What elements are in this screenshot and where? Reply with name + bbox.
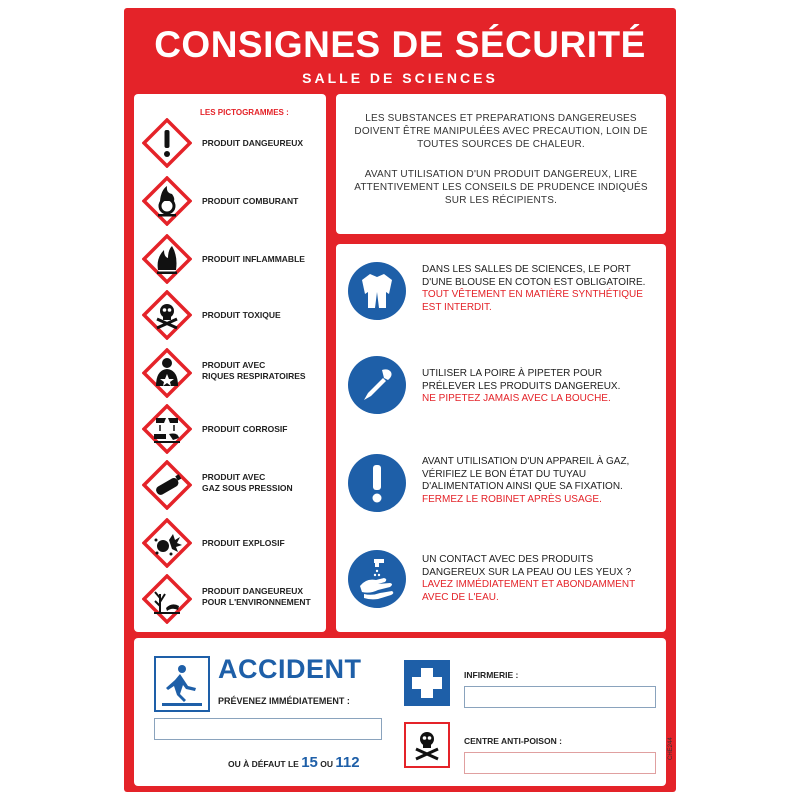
picto-label-respiratoire: PRODUIT AVEC RIQUES RESPIRATOIRES	[202, 360, 306, 381]
corrosion-icon	[142, 404, 192, 454]
rule-1-text	[422, 264, 658, 314]
picto-label-dangereux: PRODUIT DANGEUREUX	[202, 138, 304, 148]
safety-poster	[124, 8, 676, 792]
picto-label-toxique: PRODUIT TOXIQUE	[202, 310, 281, 320]
falling-person-icon	[154, 656, 210, 712]
lab-coat-icon	[348, 262, 406, 320]
info-paragraph-2: AVANT UTILISATION D'UN PRODUIT DANGEREUX, LIRE ATTENTIVEMENT LES CONSEILS DE PRUDENCE INDIQUÉS SUR LES RÉCIPIENTS.	[354, 169, 648, 206]
rule-3-text	[422, 456, 658, 506]
environment-icon	[142, 574, 192, 624]
accident-contact-field[interactable]	[154, 718, 382, 740]
gas-cylinder-icon	[142, 460, 192, 510]
emergency-prefix: OU À DÉFAUT LE	[228, 759, 299, 769]
accident-panel	[134, 638, 666, 786]
antipoison-label: CENTRE ANTI-POISON :	[464, 736, 562, 746]
antipoison-field[interactable]	[464, 752, 656, 774]
info-paragraph-1: LES SUBSTANCES ET PREPARATIONS DANGEREUSES DOIVENT ÊTRE MANIPULÉES AVEC PRECAUTION, LOIN DE TOUTES SOURCES DE CHALEUR.	[354, 113, 648, 150]
picto-label-inflammable: PRODUIT INFLAMMABLE	[202, 254, 305, 264]
exclamation-icon	[348, 454, 406, 512]
rule-2-warning: NE PIPETEZ JAMAIS AVEC LA BOUCHE.	[422, 393, 611, 404]
rule-4-instruction: UN CONTACT AVEC DES PRODUITS DANGEREUX SUR LA PEAU OU LES YEUX ?	[422, 554, 632, 578]
rule-3-instruction: AVANT UTILISATION D'UN APPAREIL À GAZ, VÉRIFIEZ LE BON ÉTAT DU TUYAU D'ALIMENTATION AINSI QUE SA FIXATION.	[422, 456, 630, 492]
info-panel	[336, 94, 666, 234]
picto-label-explosif: PRODUIT EXPLOSIF	[202, 538, 285, 548]
picto-label-comburant: PRODUIT COMBURANT	[202, 196, 299, 206]
accident-title: ACCIDENT	[218, 654, 362, 684]
accident-subtitle: PRÉVENEZ IMMÉDIATEMENT :	[218, 696, 350, 706]
skull-crossbones-icon	[142, 290, 192, 340]
exploding-bomb-icon	[142, 518, 192, 568]
picto-label-corrosif: PRODUIT CORROSIF	[202, 424, 288, 434]
rule-4-warning: LAVEZ IMMÉDIATEMENT ET ABONDAMMENT AVEC DE L'EAU.	[422, 579, 635, 603]
rules-panel	[336, 244, 666, 632]
infirmerie-label: INFIRMERIE :	[464, 670, 519, 680]
flame-icon	[142, 234, 192, 284]
exclamation-icon	[142, 118, 192, 168]
flame-over-circle-icon	[142, 176, 192, 226]
rule-4-text	[422, 554, 658, 604]
reference-code: CHE244	[668, 737, 674, 760]
infirmerie-field[interactable]	[464, 686, 656, 708]
skull-crossbones-icon	[404, 722, 450, 768]
rule-3-warning: FERMEZ LE ROBINET APRÈS USAGE.	[422, 493, 602, 505]
rule-2-instruction: UTILISER LA POIRE À PIPETER POUR PRÉLEVER LES PRODUITS DANGEREUX.	[422, 368, 621, 392]
pictograms-panel	[134, 94, 326, 632]
rule-1-warning: TOUT VÊTEMENT EN MATIÈRE SYNTHÉTIQUE EST INTERDIT.	[422, 289, 643, 313]
poster-subtitle: SALLE DE SCIENCES	[302, 70, 498, 86]
pipette-icon	[348, 356, 406, 414]
picto-label-environnement: PRODUIT DANGEUREUX POUR L'ENVIRONNEMENT	[202, 586, 311, 607]
rule-2-text	[422, 368, 658, 406]
poster-title: CONSIGNES DE SÉCURITÉ	[154, 24, 646, 65]
emergency-number-112: 112	[335, 754, 360, 771]
hand-wash-icon	[348, 550, 406, 608]
emergency-number-15: 15	[301, 754, 318, 771]
health-hazard-icon	[142, 348, 192, 398]
rule-1-instruction: DANS LES SALLES DE SCIENCES, LE PORT D'UNE BLOUSE EN COTON EST OBLIGATOIRE.	[422, 264, 646, 288]
medical-cross-icon	[404, 660, 450, 706]
emergency-numbers	[228, 754, 360, 771]
picto-label-gaz: PRODUIT AVEC GAZ SOUS PRESSION	[202, 472, 293, 493]
emergency-or: OU	[320, 759, 334, 769]
pictograms-heading: LES PICTOGRAMMES :	[200, 108, 289, 117]
